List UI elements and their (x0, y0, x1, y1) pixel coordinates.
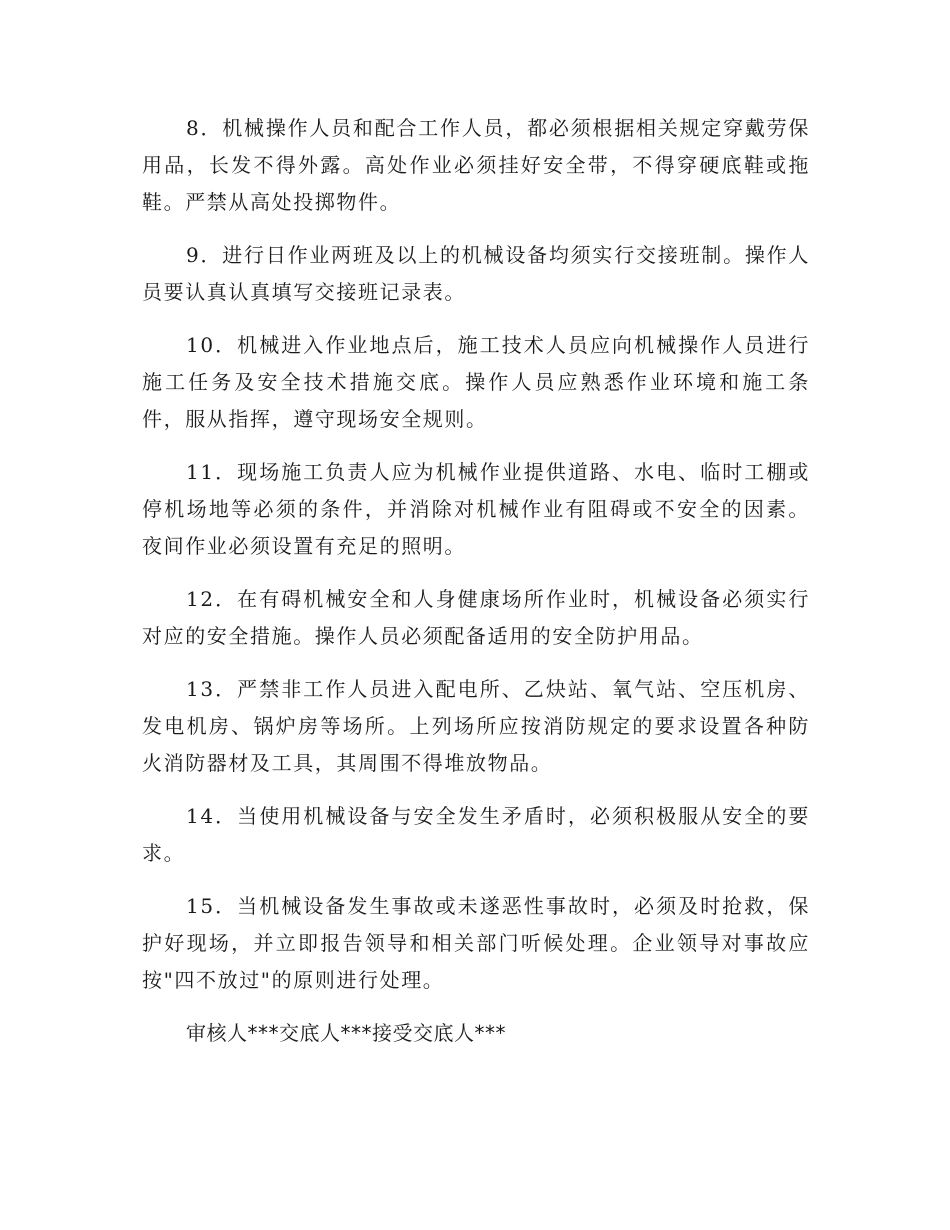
paragraph-item-12: 12．在有碍机械安全和人身健康场所作业时，机械设备必须实行对应的安全措施。操作人员必须配备适用的安全防护用品。 (142, 587, 810, 648)
document-body (142, 110, 810, 1052)
paragraph-item-14: 14．当使用机械设备与安全发生矛盾时，必须积极服从安全的要求。 (142, 804, 810, 865)
paragraph-item-8: 8．机械操作人员和配合工作人员，都必须根据相关规定穿戴劳保用品，长发不得外露。高处作业必须挂好安全带，不得穿硬底鞋或拖鞋。严禁从高处投掷物件。 (142, 116, 810, 214)
paragraph-item-13: 13．严禁非工作人员进入配电所、乙炔站、氧气站、空压机房、发电机房、锅炉房等场所。上列场所应按消防规定的要求设置各种防火消防器材及工具，其周围不得堆放物品。 (142, 677, 810, 775)
paragraph-item-9: 9．进行日作业两班及以上的机械设备均须实行交接班制。操作人员要认真认真填写交接班记录表。 (142, 243, 810, 304)
paragraph-item-15: 15．当机械设备发生事故或未遂恶性事故时，必须及时抢救，保护好现场，并立即报告领导和相关部门听候处理。企业领导对事故应按"四不放过"的原则进行处理。 (142, 894, 810, 992)
signature-line: 审核人***交底人***接受交底人*** (186, 1021, 506, 1045)
paragraph-item-11: 11．现场施工负责人应为机械作业提供道路、水电、临时工棚或停机场地等必须的条件，并消除对机械作业有阻碍或不安全的因素。夜间作业必须设置有充足的照明。 (142, 460, 810, 558)
paragraph-item-10: 10．机械进入作业地点后，施工技术人员应向机械操作人员进行施工任务及安全技术措施交底。操作人员应熟悉作业环境和施工条件，服从指挥，遵守现场安全规则。 (142, 333, 810, 431)
